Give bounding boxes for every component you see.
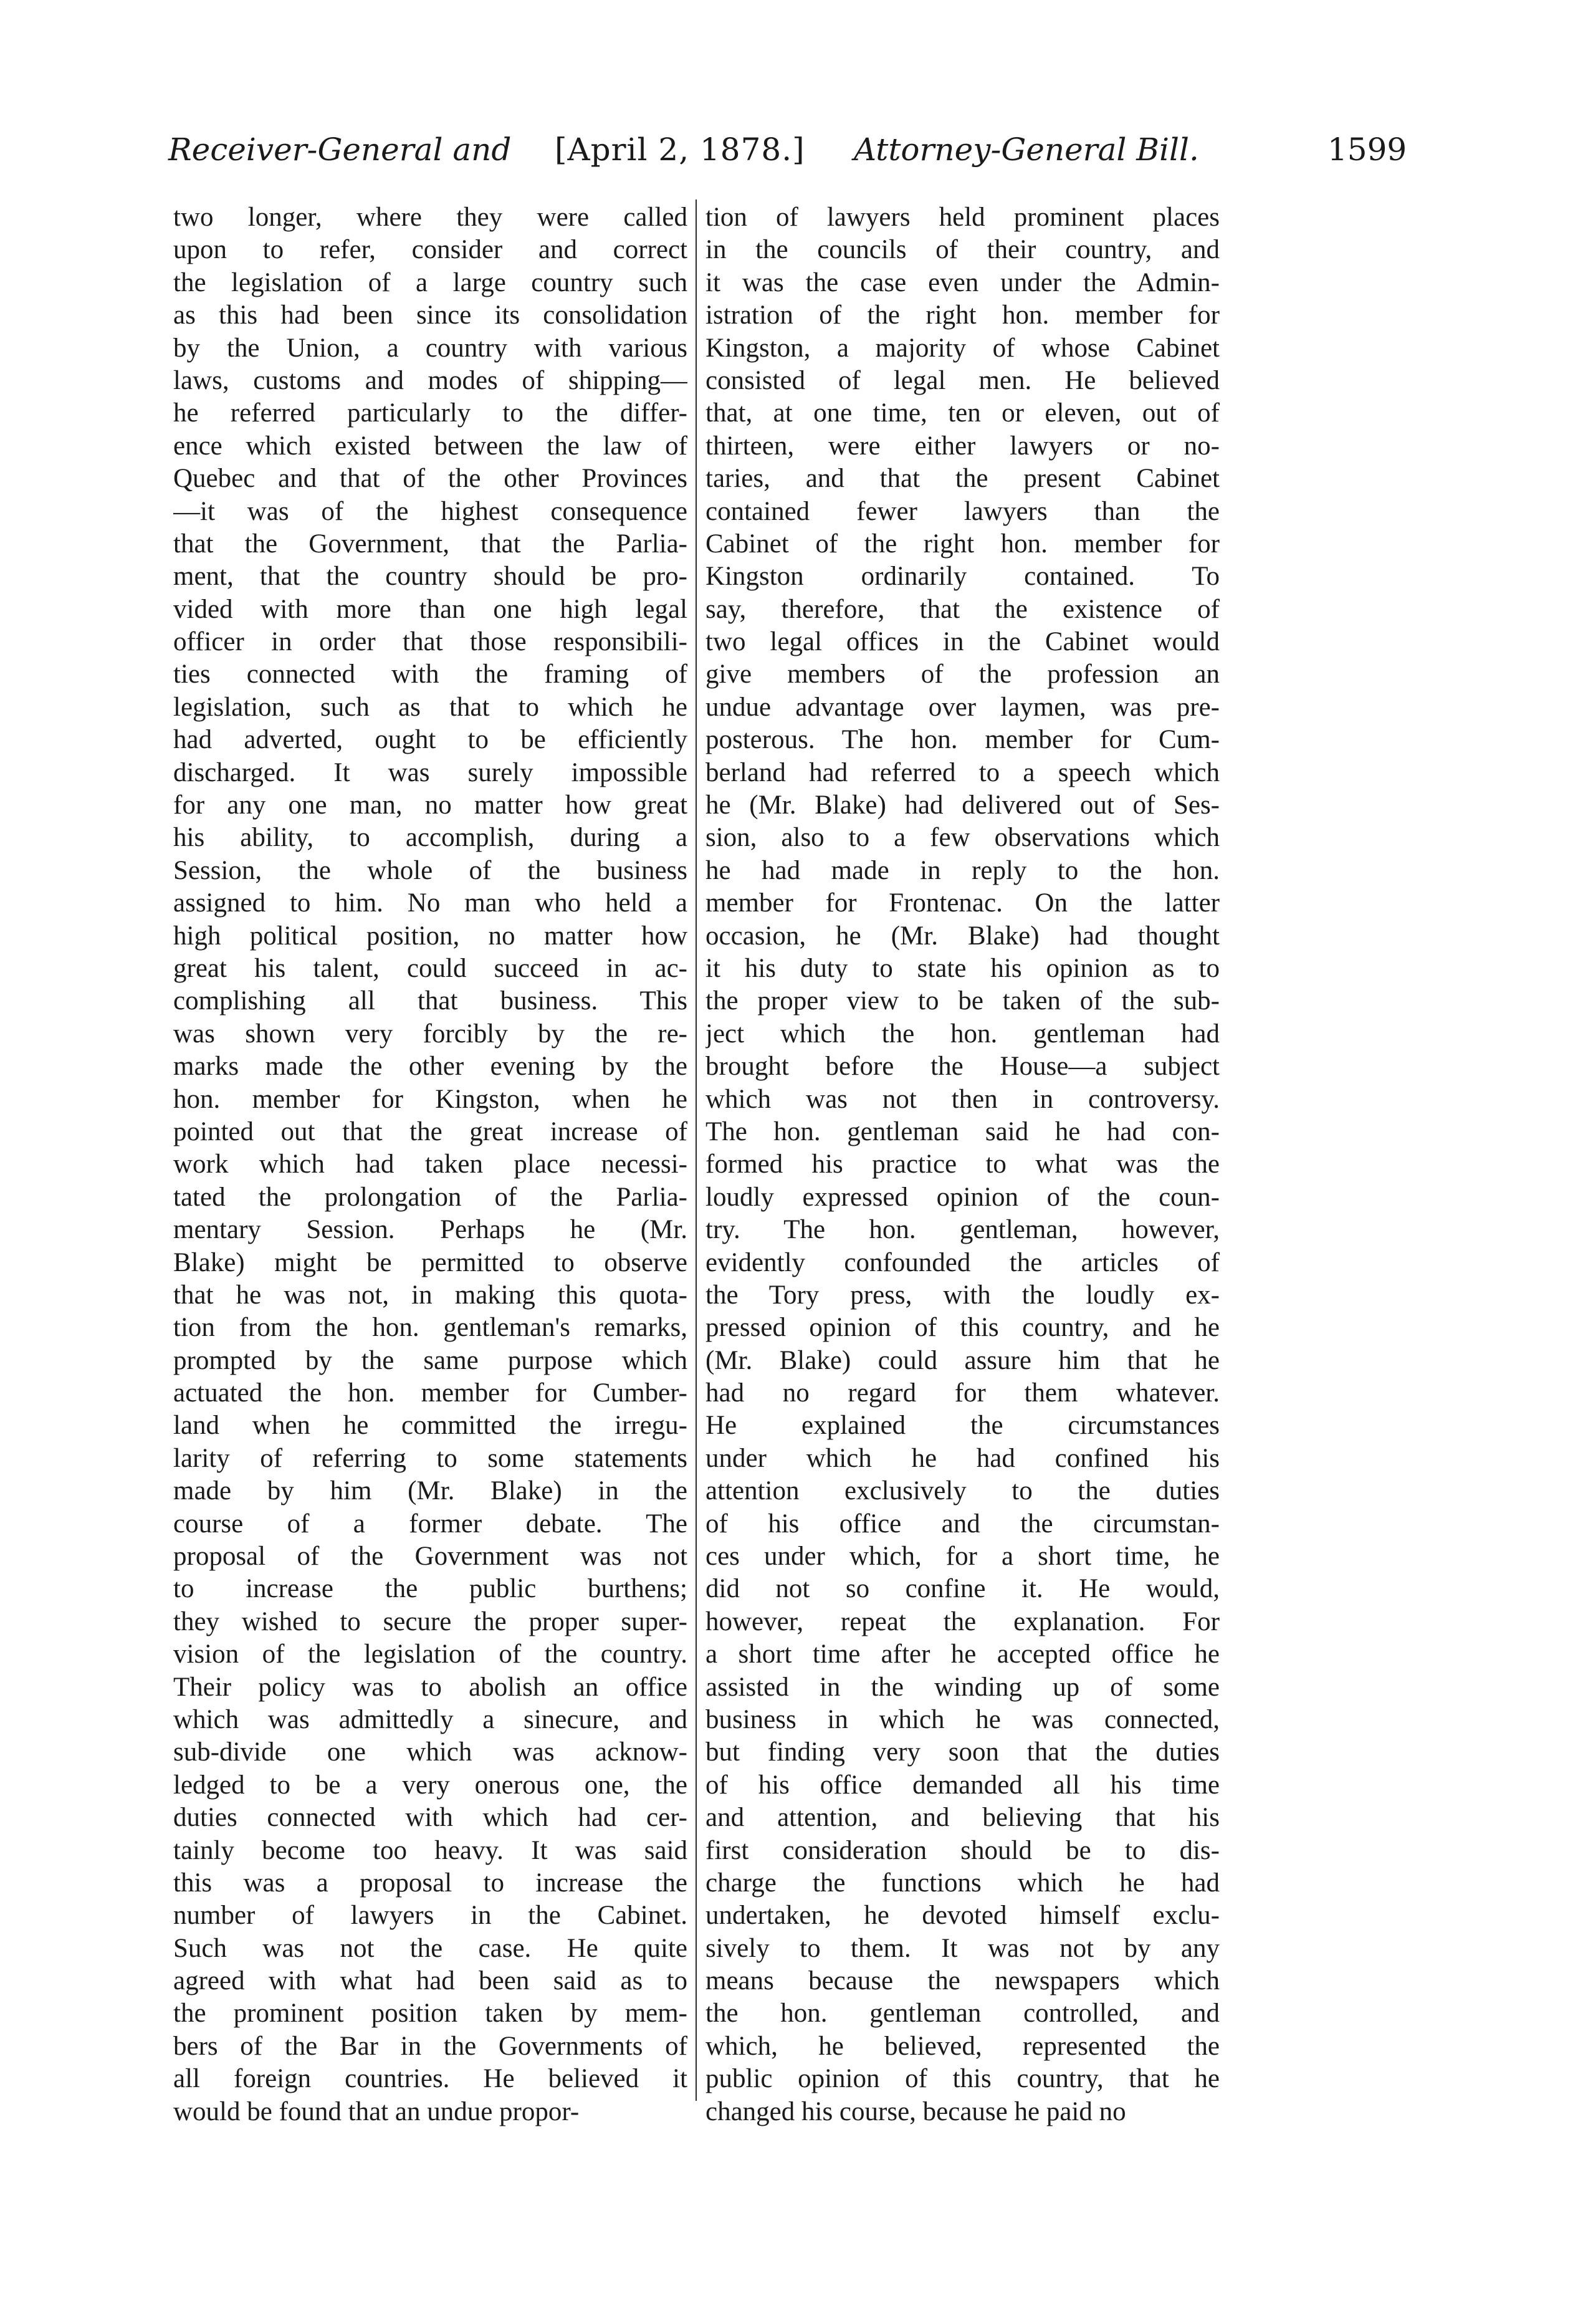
text-line: Their policy was to abolish an office bbox=[173, 1672, 687, 1702]
text-line: larity of referring to some statements bbox=[173, 1443, 687, 1473]
text-line: istration of the right hon. member for bbox=[705, 300, 1220, 330]
text-line: tated the prolongation of the Parlia- bbox=[173, 1182, 687, 1212]
text-line: charge the functions which he had bbox=[705, 1868, 1220, 1898]
text-line: all foreign countries. He believed it bbox=[173, 2064, 687, 2094]
text-line: try. The hon. gentleman, however, bbox=[705, 1215, 1220, 1245]
text-line: had adverted, ought to be efficiently bbox=[173, 725, 687, 755]
text-line: for any one man, no matter how great bbox=[173, 790, 687, 820]
text-line: contained fewer lawyers than the bbox=[705, 496, 1220, 526]
text-line: under which he had confined his bbox=[705, 1443, 1220, 1473]
text-line: discharged. It was surely impossible bbox=[173, 757, 687, 787]
text-line: marks made the other evening by the bbox=[173, 1052, 687, 1082]
text-line: complishing all that business. This bbox=[173, 986, 687, 1016]
text-line: the legislation of a large country such bbox=[173, 267, 687, 297]
text-line: vided with more than one high legal bbox=[173, 594, 687, 624]
text-line: posterous. The hon. member for Cum- bbox=[705, 725, 1220, 755]
text-line: of his office demanded all his time bbox=[705, 1770, 1220, 1800]
text-line: and attention, and believing that his bbox=[705, 1803, 1220, 1833]
text-line: (Mr. Blake) could assure him that he bbox=[705, 1345, 1220, 1375]
text-line: high political position, no matter how bbox=[173, 921, 687, 951]
text-line: Session, the whole of the business bbox=[173, 855, 687, 885]
text-line: to increase the public burthens; bbox=[173, 1574, 687, 1604]
text-line: the Tory press, with the loudly ex- bbox=[705, 1280, 1220, 1310]
text-line: business in which he was connected, bbox=[705, 1704, 1220, 1734]
text-line: assisted in the winding up of some bbox=[705, 1672, 1220, 1702]
text-line: tion from the hon. gentleman's remarks, bbox=[173, 1313, 687, 1343]
text-line: bers of the Bar in the Governments of bbox=[173, 2031, 687, 2061]
header-left-title: Receiver-General and bbox=[168, 132, 512, 168]
text-line: evidently confounded the articles of bbox=[705, 1247, 1220, 1277]
text-line: tainly become too heavy. It was said bbox=[173, 1835, 687, 1865]
header-right-title: Attorney-General Bill. bbox=[854, 132, 1199, 168]
text-line: ment, that the country should be pro- bbox=[173, 562, 687, 592]
text-line: legislation, such as that to which he bbox=[173, 692, 687, 722]
text-line: would be found that an undue propor- bbox=[173, 2096, 580, 2126]
text-line: mentary Session. Perhaps he (Mr. bbox=[173, 1215, 687, 1245]
text-line: He explained the circumstances bbox=[705, 1411, 1220, 1441]
text-line: changed his course, because he paid no bbox=[705, 2096, 1126, 2126]
text-line: was shown very forcibly by the re- bbox=[173, 1019, 687, 1049]
text-line: tion of lawyers held prominent places bbox=[705, 203, 1220, 232]
text-line: Cabinet of the right hon. member for bbox=[705, 529, 1220, 559]
text-line: course of a former debate. The bbox=[173, 1509, 687, 1539]
text-line: that he was not, in making this quota- bbox=[173, 1280, 687, 1310]
text-line: he referred particularly to the differ- bbox=[173, 398, 687, 428]
text-line: which, he believed, represented the bbox=[705, 2031, 1220, 2061]
text-line: he (Mr. Blake) had delivered out of Ses- bbox=[705, 790, 1220, 820]
text-line: consisted of legal men. He believed bbox=[705, 365, 1220, 395]
text-line: the hon. gentleman controlled, and bbox=[705, 1999, 1220, 2029]
text-line: Kingston ordinarily contained. To bbox=[705, 562, 1220, 592]
text-line: Such was not the case. He quite bbox=[173, 1933, 687, 1963]
text-line: a short time after he accepted office he bbox=[705, 1640, 1220, 1669]
text-line: loudly expressed opinion of the coun- bbox=[705, 1182, 1220, 1212]
text-line: proposal of the Government was not bbox=[173, 1542, 687, 1572]
header-date: [April 2, 1878.] bbox=[555, 132, 805, 168]
text-line: they wished to secure the proper super- bbox=[173, 1606, 687, 1636]
right-column-text bbox=[705, 201, 1220, 2128]
text-line: vision of the legislation of the country. bbox=[173, 1640, 687, 1669]
text-line: The hon. gentleman said he had con- bbox=[705, 1116, 1220, 1146]
text-line: public opinion of this country, that he bbox=[705, 2064, 1220, 2094]
column-divider bbox=[696, 199, 697, 2101]
running-header bbox=[168, 128, 1427, 184]
text-line: prompted by the same purpose which bbox=[173, 1345, 687, 1375]
text-line: means because the newspapers which bbox=[705, 1966, 1220, 1996]
text-line: as this had been since its consolidation bbox=[173, 300, 687, 330]
text-line: member for Frontenac. On the latter bbox=[705, 888, 1220, 918]
text-line: land when he committed the irregu- bbox=[173, 1411, 687, 1441]
page-number: 1599 bbox=[1327, 132, 1407, 168]
text-line: hon. member for Kingston, when he bbox=[173, 1084, 687, 1114]
text-line: it was the case even under the Admin- bbox=[705, 267, 1220, 297]
text-line: which was not then in controversy. bbox=[705, 1084, 1220, 1114]
text-line: Quebec and that of the other Provinces bbox=[173, 464, 687, 494]
text-line: officer in order that those responsibili- bbox=[173, 627, 687, 657]
text-line: which was admittedly a sinecure, and bbox=[173, 1704, 687, 1734]
text-line: attention exclusively to the duties bbox=[705, 1476, 1220, 1506]
text-line: duties connected with which had cer- bbox=[173, 1803, 687, 1833]
text-line: pointed out that the great increase of bbox=[173, 1116, 687, 1146]
text-line: say, therefore, that the existence of bbox=[705, 594, 1220, 624]
text-line: work which had taken place necessi- bbox=[173, 1150, 687, 1179]
text-line: ence which existed between the law of bbox=[173, 431, 687, 461]
text-line: of his office and the circumstan- bbox=[705, 1509, 1220, 1539]
text-line: Kingston, a majority of whose Cabinet bbox=[705, 333, 1220, 363]
text-line: upon to refer, consider and correct bbox=[173, 235, 687, 265]
text-line: formed his practice to what was the bbox=[705, 1150, 1220, 1179]
text-line: sub-divide one which was acknow- bbox=[173, 1737, 687, 1767]
text-line: Blake) might be permitted to observe bbox=[173, 1247, 687, 1277]
text-line: his ability, to accomplish, during a bbox=[173, 823, 687, 853]
text-line: assigned to him. No man who held a bbox=[173, 888, 687, 918]
text-line: two longer, where they were called bbox=[173, 203, 687, 232]
text-line: agreed with what had been said as to bbox=[173, 1966, 687, 1996]
text-line: two legal offices in the Cabinet would bbox=[705, 627, 1220, 657]
text-line: pressed opinion of this country, and he bbox=[705, 1313, 1220, 1343]
text-line: ject which the hon. gentleman had bbox=[705, 1019, 1220, 1049]
text-line: sively to them. It was not by any bbox=[705, 1933, 1220, 1963]
text-line: made by him (Mr. Blake) in the bbox=[173, 1476, 687, 1506]
text-line: the prominent position taken by mem- bbox=[173, 1999, 687, 2029]
text-line: —it was of the highest consequence bbox=[173, 496, 687, 526]
text-line: ledged to be a very onerous one, the bbox=[173, 1770, 687, 1800]
text-line: undertaken, he devoted himself exclu- bbox=[705, 1901, 1220, 1931]
text-line: sion, also to a few observations which bbox=[705, 823, 1220, 853]
text-line: berland had referred to a speech which bbox=[705, 757, 1220, 787]
text-line: he had made in reply to the hon. bbox=[705, 855, 1220, 885]
text-line: taries, and that the present Cabinet bbox=[705, 464, 1220, 494]
text-line: laws, customs and modes of shipping— bbox=[173, 365, 687, 395]
text-line: first consideration should be to dis- bbox=[705, 1835, 1220, 1865]
text-line: occasion, he (Mr. Blake) had thought bbox=[705, 921, 1220, 951]
text-line: that the Government, that the Parlia- bbox=[173, 529, 687, 559]
text-line: number of lawyers in the Cabinet. bbox=[173, 1901, 687, 1931]
text-line: ces under which, for a short time, he bbox=[705, 1542, 1220, 1572]
text-line: actuated the hon. member for Cumber- bbox=[173, 1378, 687, 1408]
text-line: undue advantage over laymen, was pre- bbox=[705, 692, 1220, 722]
text-line: but finding very soon that the duties bbox=[705, 1737, 1220, 1767]
left-column-text bbox=[173, 201, 687, 2128]
text-line: in the councils of their country, and bbox=[705, 235, 1220, 265]
text-line: that, at one time, ten or eleven, out of bbox=[705, 398, 1220, 428]
text-line: this was a proposal to increase the bbox=[173, 1868, 687, 1898]
text-line: thirteen, were either lawyers or no- bbox=[705, 431, 1220, 461]
text-line: give members of the profession an bbox=[705, 660, 1220, 689]
text-line: it his duty to state his opinion as to bbox=[705, 953, 1220, 983]
text-line: great his talent, could succeed in ac- bbox=[173, 953, 687, 983]
text-line: did not so confine it. He would, bbox=[705, 1574, 1220, 1604]
text-line: the proper view to be taken of the sub- bbox=[705, 986, 1220, 1016]
text-line: ties connected with the framing of bbox=[173, 660, 687, 689]
text-line: had no regard for them whatever. bbox=[705, 1378, 1220, 1408]
text-line: brought before the House—a subject bbox=[705, 1052, 1220, 1082]
text-line: however, repeat the explanation. For bbox=[705, 1606, 1220, 1636]
text-line: by the Union, a country with various bbox=[173, 333, 687, 363]
